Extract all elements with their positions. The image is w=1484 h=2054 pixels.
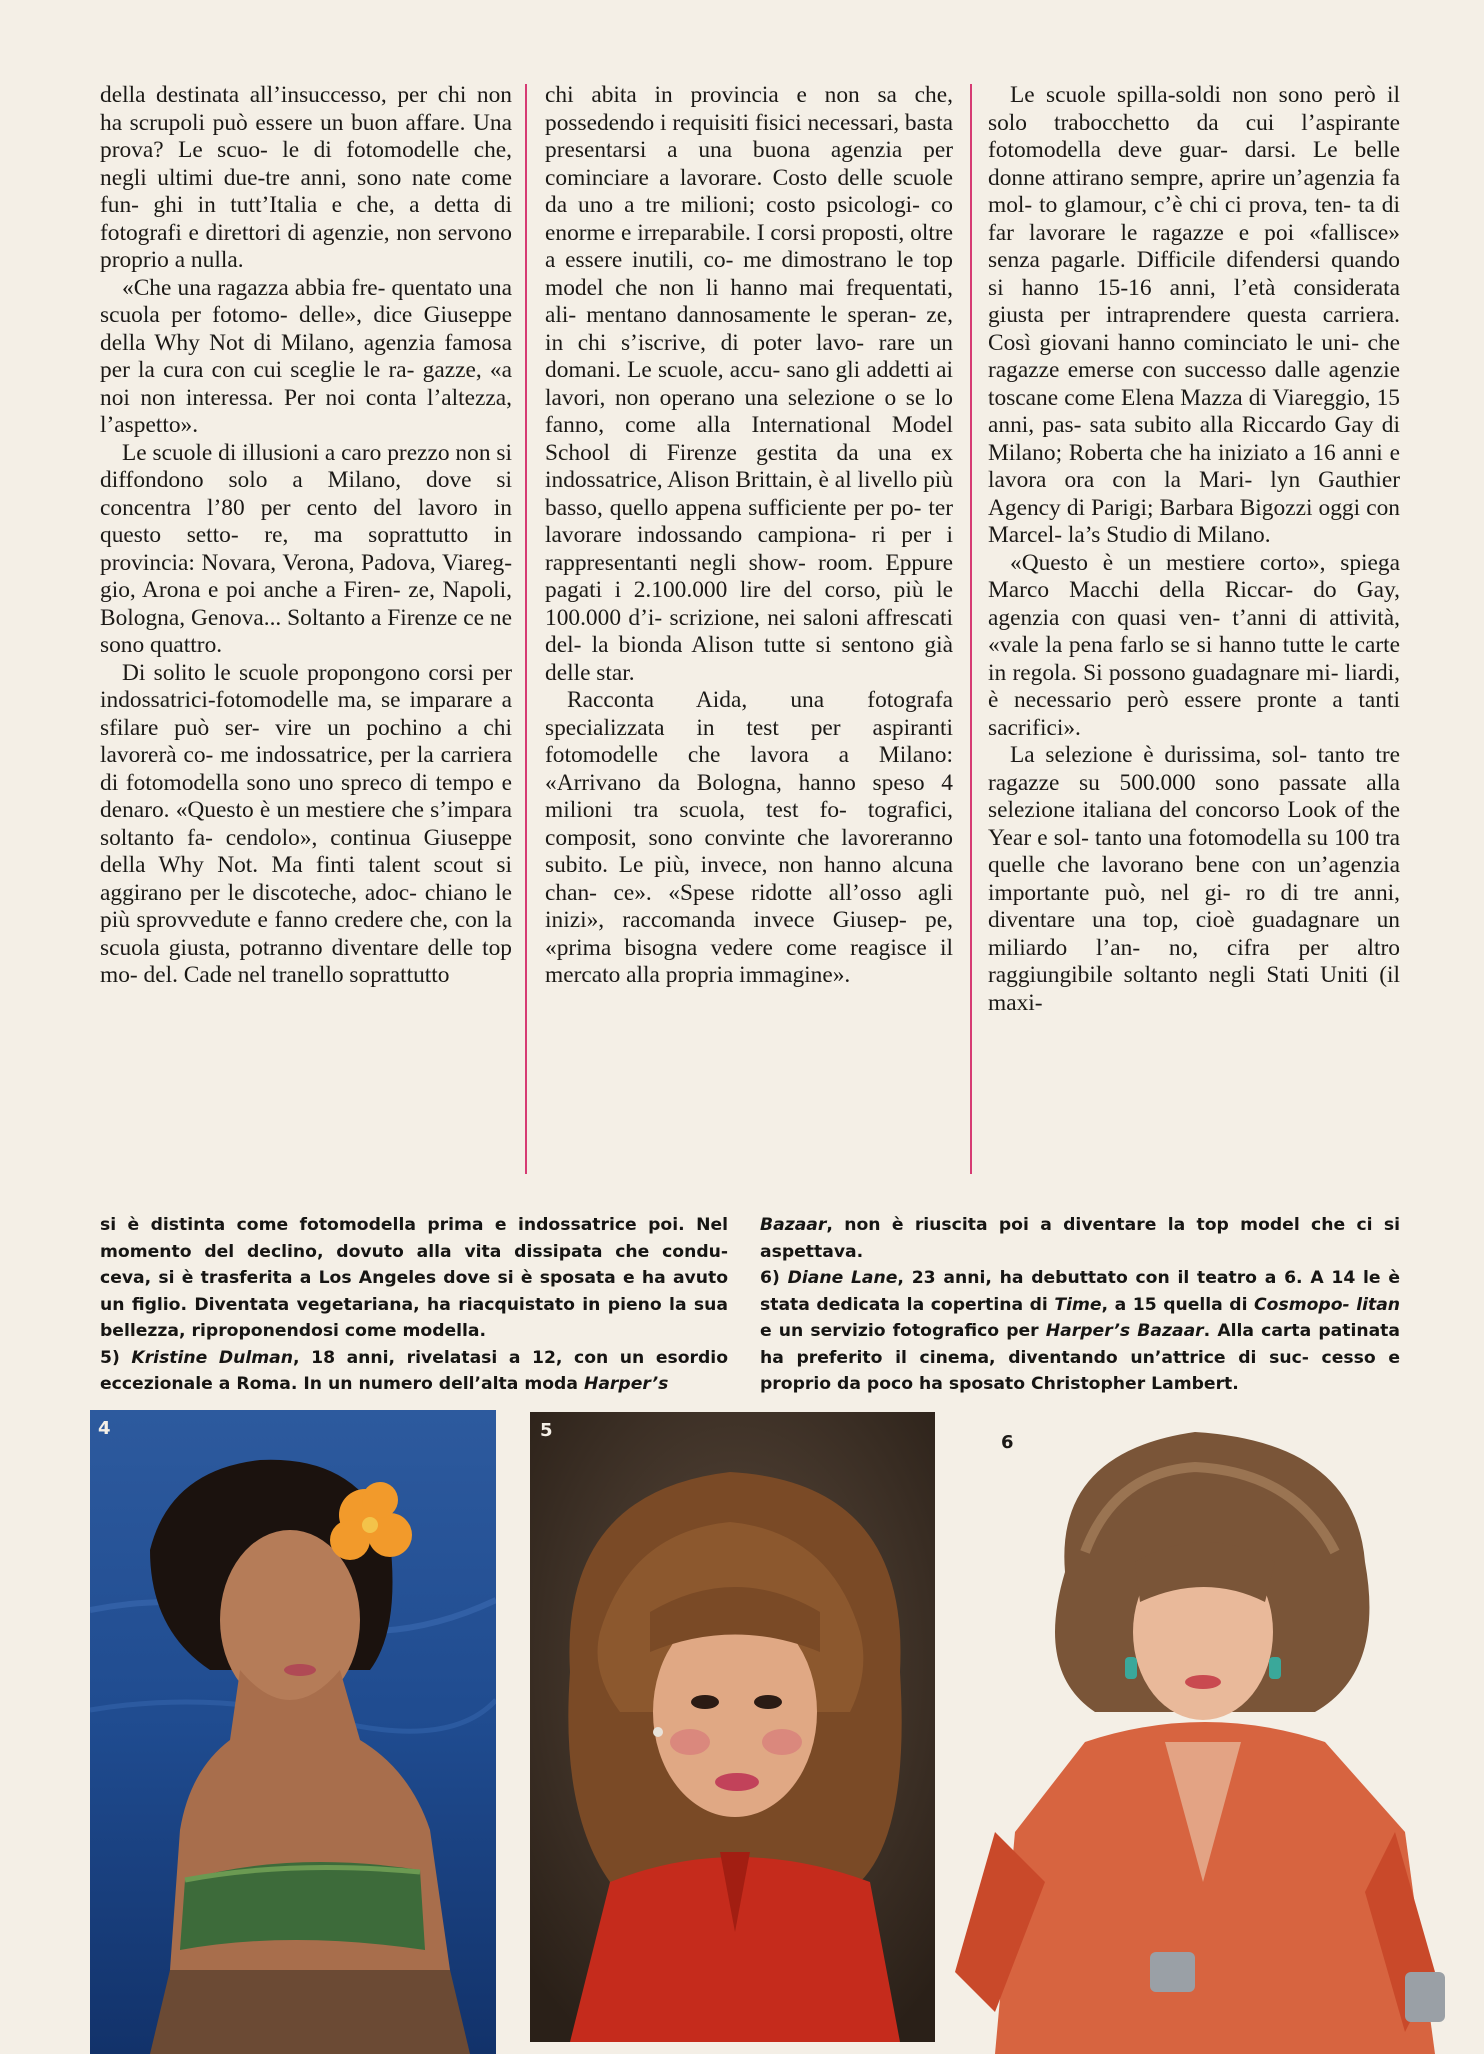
- column-divider: [525, 84, 527, 1174]
- paragraph: «Questo è un mestiere corto», spiega Marco Macchi della Riccar- do Gay, agenzia con quasi ven- t’anni di attività, «vale la pena farlo se si hanno tutte le carte in regola. Si possono guadagnare mi- liardi, è necessario però essere pronte a tanti sacrifici».: [988, 549, 1400, 741]
- model-name: Diane Lane: [787, 1268, 898, 1288]
- article-column-1: [100, 82, 512, 1182]
- caption-text: e un servizio fotografico per: [760, 1321, 1039, 1341]
- caption-text: , 18 anni, rivelatasi a 12, con un esordio eccezionale a Roma. In un numero dell’alta moda: [100, 1347, 728, 1394]
- paragraph: La selezione è durissima, sol- tanto tre ragazze su 500.000 sono passate alla selezione italiana del concorso Look of the Year e sol- tanto una fotomodella su 100 tra quelle che lavorano bene con un’agenzia importante può, nel gi- ro di tre anni, diventare una top, cioè guadagnare un miliardo l’an- no, cifra per altro raggiungibile soltanto negli Stati Uniti (il maxi-: [988, 742, 1400, 1016]
- photo-caption-right: [760, 1212, 1400, 1427]
- paragraph: della destinata all’insuccesso, per chi non ha scrupoli può essere un buon affare. Una prova? Le scuo- le di fotomodelle che, negli ultimi due-tre anni, sono nate come fun- ghi in tutt’Italia e che, a detta di fotografi e direttori di agenzie, non servono proprio a nulla.: [100, 82, 512, 273]
- article-column-2: [545, 82, 953, 1182]
- caption-paragraph: [100, 1345, 728, 1398]
- caption-text: . Alla carta patinata ha preferito il cinema, diventando un’attrice di suc- cesso e proprio da poco ha sposato Christopher Lambert.: [760, 1321, 1400, 1394]
- caption-paragraph: si è distinta come fotomodella prima e indossatrice poi. Nel momento del declino, dovuto alla vita dissipata che condu- ceva, si è trasferita a Los Angeles dove si è sposata e ha avuto un figlio. Diventata vegetariana, ha riacquistato in pieno la sua bellezza, riproponendosi come modella.: [100, 1215, 728, 1341]
- paragraph: chi abita in provincia e non sa che, possedendo i requisiti fisici necessari, basta presentarsi a una buona agenzia per cominciare a lavorare. Costo delle scuole da uno a tre milioni; costo psicologi- co enorme e irreparabile. I corsi proposti, oltre a essere inutili, co- me dimostrano le top model che non li hanno mai frequentati, ali- mentano dannosamente le speran- ze, in chi s’iscrive, di poter lavo- rare un domani. Le scuole, accu- sano gli addetti ai lavori, non operano una selezione o se lo fanno, come alla International Model School di Firenze gestita da una ex indossatrice, Alison Brittain, è al livello più basso, quello appena sufficiente per po- ter lavorare indossando campiona- ri per i rappresentanti negli show- room. Eppure pagati i 2.100.000 lire del corso, più le 100.000 d’i- scrizione, nei saloni affrescati del- la bionda Alison tutte si sentono già delle star.: [545, 82, 953, 686]
- magazine-name: Cosmopo- litan: [1254, 1294, 1400, 1315]
- caption-paragraph: [760, 1212, 1400, 1265]
- photo-number: 6: [1001, 1432, 1014, 1453]
- paragraph: «Che una ragazza abbia fre- quentato una scuola per fotomo- delle», dice Giuseppe della Why Not di Milano, agenzia famosa per la cura con cui sceglie le ra- gazze, «a noi non interessa. Per noi conta l’altezza, l’aspetto».: [100, 274, 512, 438]
- caption-text: , 23 anni, ha debuttato con il teatro a 6. A 14 le è stata dedicata la copertina di: [760, 1268, 1400, 1315]
- photo-model-4: [90, 1410, 496, 2054]
- article-column-3: [988, 82, 1400, 1182]
- photo-model-6: [935, 1412, 1455, 2054]
- magazine-name: Harper’s Bazaar: [1045, 1321, 1204, 1341]
- magazine-name: Harper’s: [583, 1374, 669, 1394]
- caption-number: 6): [760, 1268, 780, 1288]
- caption-paragraph: [760, 1265, 1400, 1398]
- paragraph: Le scuole di illusioni a caro prezzo non si diffondono solo a Milano, dove si concentra l’80 per cento del lavoro in questo setto- re, ma soprattutto in provincia: Novara, Verona, Padova, Viareg- gio, Arona e poi anche a Firen- ze, Napoli, Bologna, Genova... Soltanto a Firenze ce ne sono quattro.: [100, 439, 512, 658]
- photo-caption-left: [100, 1212, 728, 1407]
- magazine-name: Time: [1054, 1294, 1102, 1315]
- photo-number: 5: [540, 1420, 553, 1441]
- paragraph: Le scuole spilla-soldi non sono però il solo trabocchetto da cui l’aspirante fotomodella deve guar- darsi. Le belle donne attirano sempre, aprire un’agenzia fa mol- to glamour, c’è chi ci prova, ten- ta di far lavorare le ragazze e poi «fallisce» senza pagarle. Difficile difendersi quando si hanno 15-16 anni, l’età considerata giusta per intraprendere questa carriera. Così giovani hanno cominciato le uni- che ragazze emerse con successo dalle agenzie toscane come Elena Mazza di Viareggio, 15 anni, pas- sata subito alla Riccardo Gay di Milano; Roberta che ha iniziato a 16 anni e lavora ora con la Mari- lyn Gauthier Agency di Parigi; Barbara Bigozzi oggi con Marcel- la’s Studio di Milano.: [988, 82, 1400, 548]
- column-divider: [970, 84, 972, 1174]
- caption-text: , a 15 quella di: [1101, 1294, 1248, 1315]
- photo-model-5: [530, 1412, 942, 2042]
- model-name: Kristine Dulman: [131, 1347, 294, 1368]
- caption-number: 5): [100, 1347, 120, 1368]
- paragraph: Di solito le scuole propongono corsi per indossatrici-fotomodelle ma, se imparare a sfilare può ser- vire un pochino a chi lavorerà co- me indossatrice, per la carriera di fotomodella sono uno spreco di tempo e denaro. «Questo è un mestiere che s’impara soltanto fa- cendolo», continua Giuseppe della Why Not. Ma finti talent scout si aggirano per le discoteche, adoc- chiano le più sprovvedute e fanno credere che, con la scuola giusta, potranno diventare delle top mo- del. Cade nel tranello soprattutto: [100, 659, 512, 988]
- caption-text: , non è riuscita poi a diventare la top model che ci si aspettava.: [760, 1215, 1400, 1262]
- photo-number: 4: [98, 1418, 111, 1439]
- paragraph: Racconta Aida, una fotografa specializzata in test per aspiranti fotomodelle che lavora a Milano: «Arrivano da Bologna, hanno speso 4 milioni tra scuola, test fo- tografici, composit, sono convinte che lavoreranno subito. Le più, invece, non hanno alcuna chan- ce». «Spese ridotte all’osso agli inizi», raccomanda invece Giusep- pe, «prima bisogna vedere come reagisce il mercato alla propria immagine».: [545, 687, 953, 988]
- magazine-name: Bazaar: [760, 1215, 827, 1235]
